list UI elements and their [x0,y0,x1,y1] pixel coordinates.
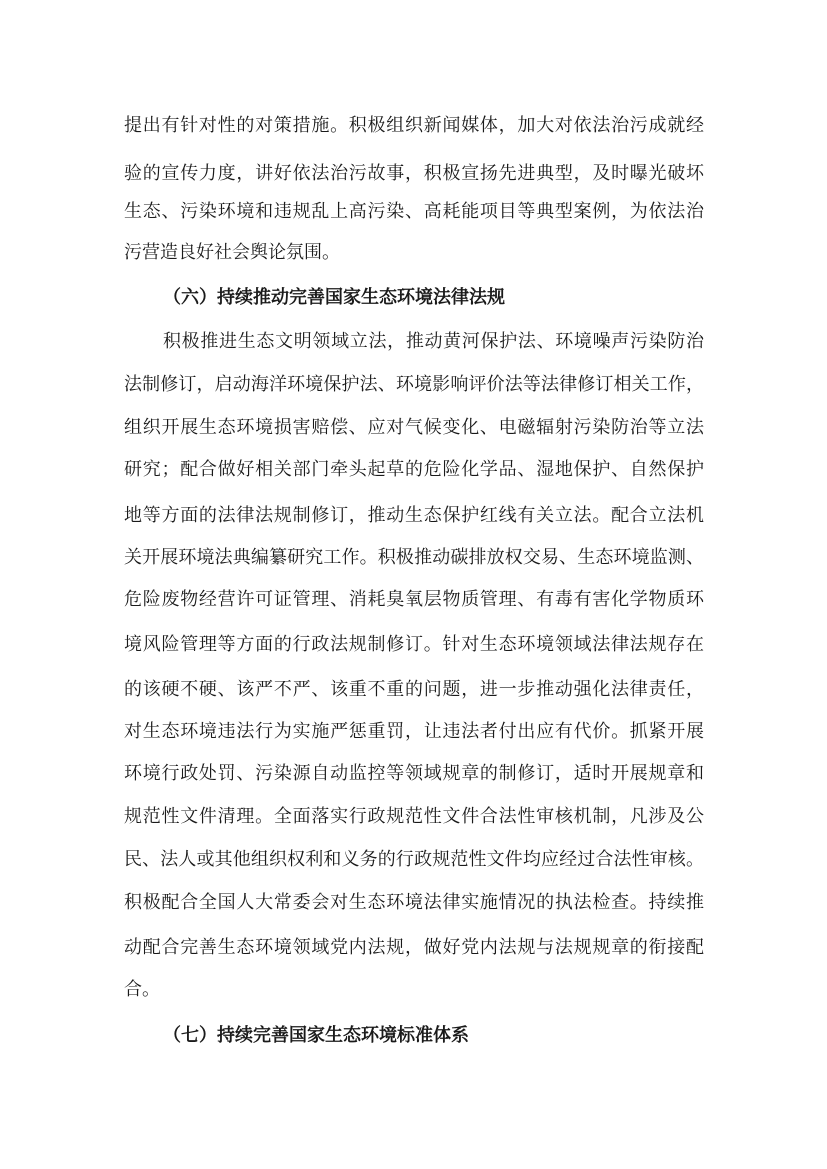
paragraph-2-line-16: 合。 [124,979,160,1000]
paragraph-2-line-4: 研究；配合做好相关部门牵头起草的危险化学品、湿地保护、自然保护 [124,459,704,480]
paragraph-2-line-2: 法制修订，启动海洋环境保护法、环境影响评价法等法律修订相关工作， [124,374,704,395]
paragraph-1-line-4: 污营造良好社会舆论氛围。 [124,242,340,263]
paragraph-1-line-3: 生态、污染环境和违规乱上高污染、高耗能项目等典型案例，为依法治 [124,201,704,222]
paragraph-2-line-1: 积极推进生态文明领域立法，推动黄河保护法、环境噪声污染防治 [163,331,704,352]
section-heading-7: （七）持续完善国家生态环境标准体系 [163,1025,469,1046]
paragraph-2-line-14: 积极配合全国人大常委会对生态环境法律实施情况的执法检查。持续推 [124,892,704,913]
paragraph-2-line-6: 关开展环境法典编纂研究工作。积极推动碳排放权交易、生态环境监测、 [124,547,704,568]
paragraph-2-line-11: 环境行政处罚、污染源自动监控等领域规章的制修订，适时开展规章和 [124,763,704,784]
paragraph-2-line-3: 组织开展生态环境损害赔偿、应对气候变化、电磁辐射污染防治等立法 [124,417,704,438]
paragraph-2-line-8: 境风险管理等方面的行政法规制修订。针对生态环境领域法律法规存在 [124,634,704,655]
paragraph-2-line-7: 危险废物经营许可证管理、消耗臭氧层物质管理、有毒有害化学物质环 [124,589,704,610]
paragraph-1-line-1: 提出有针对性的对策措施。积极组织新闻媒体，加大对依法治污成就经 [124,115,704,136]
paragraph-2-line-5: 地等方面的法律法规制修订，推动生态保护红线有关立法。配合立法机 [124,505,704,526]
paragraph-2-line-9: 的该硬不硬、该严不严、该重不重的问题，进一步推动强化法律责任， [124,679,704,700]
paragraph-1-line-2: 验的宣传力度，讲好依法治污故事，积极宣扬先进典型，及时曝光破坏 [124,163,704,184]
paragraph-2-line-12: 规范性文件清理。全面落实行政规范性文件合法性审核机制，凡涉及公 [124,806,704,827]
paragraph-2-line-10: 对生态环境违法行为实施严惩重罚，让违法者付出应有代价。抓紧开展 [124,721,704,742]
paragraph-2-line-13: 民、法人或其他组织权利和义务的行政规范性文件均应经过合法性审核。 [124,849,704,870]
paragraph-2-line-15: 动配合完善生态环境领域党内法规，做好党内法规与法规规章的衔接配 [124,937,704,958]
section-heading-6: （六）持续推动完善国家生态环境法律法规 [163,287,505,308]
